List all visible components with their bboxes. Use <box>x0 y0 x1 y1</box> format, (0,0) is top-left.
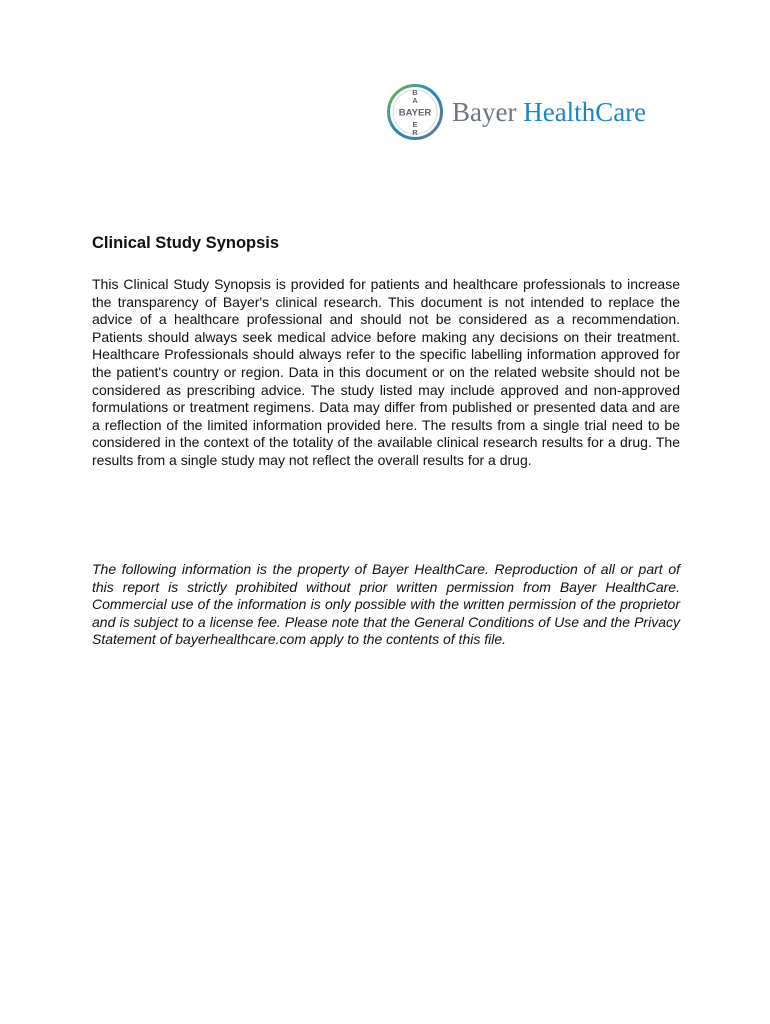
svg-text:B: B <box>412 88 418 97</box>
svg-text:R: R <box>412 128 418 137</box>
logo-division-text: HealthCare <box>523 96 647 127</box>
intro-paragraph: This Clinical Study Synopsis is provided for patients and healthcare professionals to increase the transparency of Bayer's clinical research. This document is not intended to replace the advice of a healthcare professional and should not be considered as a recommendation. Patients should always seek medical advice before making any decisions on their treatment. Healthcare Professionals should always refer to the specific labelling information approved for the patient's country or region. Data in this document or on the related website should not be considered as prescribing advice. The study listed may include approved and non-approved formulations or treatment regimens. Data may differ from published or presented data and are a reflection of the limited information provided here. The results from a single trial need to be considered in the context of the totality of the available clinical research results for a drug. The results from a single study may not reflect the overall results for a drug. <box>92 276 680 468</box>
svg-text:E: E <box>412 120 418 129</box>
svg-text:BAYER: BAYER <box>398 107 432 119</box>
svg-text:A: A <box>412 96 418 105</box>
copyright-notice: The following information is the property of Bayer HealthCare. Reproduction of all or part of this report is strictly prohibited without prior written permission from Bayer HealthCare. Commercial use of the information is only possible with the written permission of the proprietor and is subject to a license fee. Please note that the General Conditions of Use and the Privacy Statement of bayerhealthcare.com apply to the contents of this file. <box>92 561 680 648</box>
logo-wordmark <box>452 96 647 127</box>
bayer-healthcare-logo <box>386 82 686 142</box>
logo-brand-text: Bayer <box>452 96 517 127</box>
bayer-cross-logo-icon <box>386 83 444 141</box>
page-title: Clinical Study Synopsis <box>92 234 280 252</box>
